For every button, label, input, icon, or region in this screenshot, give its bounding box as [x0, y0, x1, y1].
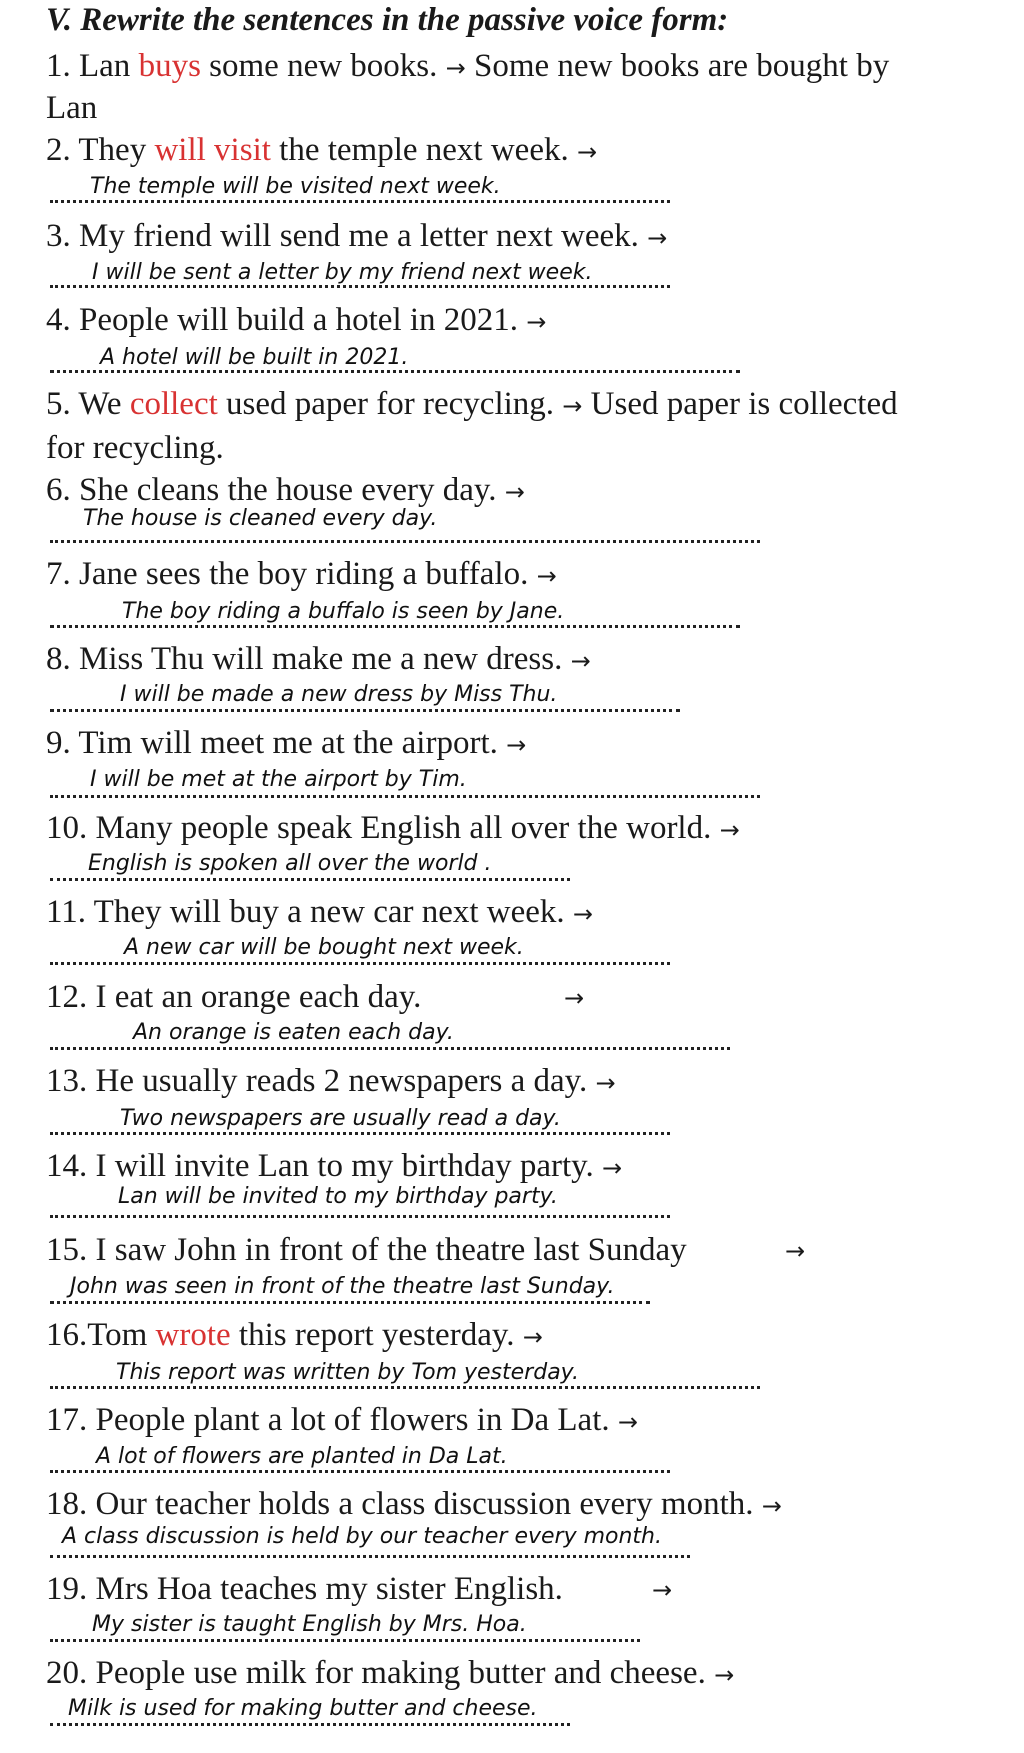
answer-19: My sister is taught English by Mrs. Hoa.: [92, 1612, 527, 1637]
question-20: 20. People use milk for making butter and cheese. →: [46, 1655, 735, 1691]
arrow-icon: →: [714, 1661, 735, 1689]
question-19: 19. Mrs Hoa teaches my sister English.: [46, 1571, 563, 1607]
answer-line: [50, 625, 740, 628]
arrow-icon: →: [652, 1576, 673, 1604]
question-15: 15. I saw John in front of the theatre last Sunday: [46, 1232, 687, 1268]
answer-line: [50, 878, 570, 881]
arrow-icon: →: [602, 1154, 623, 1182]
arrow-icon: →: [522, 1323, 543, 1351]
answer-16: This report was written by Tom yesterday.: [116, 1360, 579, 1385]
answer-line: [50, 795, 760, 798]
arrow-icon: →: [617, 1408, 638, 1436]
question-5: 5. We collect used paper for recycling. → Used paper is collected: [46, 386, 898, 422]
question-3: 3. My friend will send me a letter next week. →: [46, 218, 668, 254]
question-11: 11. They will buy a new car next week. →: [46, 894, 594, 930]
answer-line: [50, 962, 670, 965]
question-4: 4. People will build a hotel in 2021. →: [46, 302, 547, 338]
arrow-icon: →: [564, 984, 585, 1012]
answer-8: I will be made a new dress by Miss Thu.: [120, 682, 558, 707]
question-9: 9. Tim will meet me at the airport. →: [46, 725, 527, 761]
question-2: 2. They will visit the temple next week. →: [46, 132, 598, 168]
answer-12: An orange is eaten each day.: [133, 1020, 454, 1045]
answer-11: A new car will be bought next week.: [124, 935, 524, 960]
answer-line: [50, 1639, 640, 1642]
answer-7: The boy riding a buffalo is seen by Jane.: [122, 599, 565, 624]
question-10: 10. Many people speak English all over the world. →: [46, 810, 740, 846]
question-7: 7. Jane sees the boy riding a buffalo. →: [46, 556, 557, 592]
arrow-icon: →: [595, 1069, 616, 1097]
answer-line: [50, 1215, 670, 1218]
answer-line: [50, 709, 680, 712]
arrow-icon: →: [647, 224, 668, 252]
answer-20: Milk is used for making butter and cheese.: [68, 1696, 538, 1721]
arrow-icon: →: [785, 1237, 806, 1265]
answer-18: A class discussion is held by our teacher every month.: [62, 1524, 662, 1549]
answer-line: [50, 1723, 570, 1726]
answer-9: I will be met at the airport by Tim.: [90, 767, 467, 792]
question-8: 8. Miss Thu will make me a new dress. →: [46, 641, 591, 677]
answer-13: Two newspapers are usually read a day.: [120, 1106, 561, 1131]
question-14: 14. I will invite Lan to my birthday party. →: [46, 1148, 623, 1184]
arrow-icon: →: [445, 54, 466, 82]
answer-line: [50, 200, 670, 203]
question-6: 6. She cleans the house every day. →: [46, 472, 525, 508]
answer-14: Lan will be invited to my birthday party.: [118, 1184, 558, 1209]
answer-4: A hotel will be built in 2021.: [100, 345, 409, 370]
arrow-icon: →: [572, 900, 594, 928]
arrow-icon: →: [761, 1492, 782, 1520]
arrow-icon: →: [526, 308, 547, 336]
arrow-icon: →: [719, 816, 740, 844]
answer-15: John was seen in front of the theatre last Sunday.: [70, 1274, 615, 1299]
arrow-icon: →: [576, 138, 598, 166]
question-13: 13. He usually reads 2 newspapers a day. →: [46, 1063, 616, 1099]
answer-line: [50, 1132, 670, 1135]
answer-3: I will be sent a letter by my friend next week.: [92, 260, 593, 285]
answer-line: [50, 370, 740, 373]
arrow-icon: →: [570, 647, 591, 675]
question-16: 16.Tom wrote this report yesterday. →: [46, 1317, 543, 1353]
arrow-icon: →: [506, 731, 527, 759]
answer-6: The house is cleaned every day.: [83, 506, 438, 531]
question-1-continuation: Lan: [46, 90, 98, 126]
question-18: 18. Our teacher holds a class discussion every month. →: [46, 1486, 782, 1522]
answer-10: English is spoken all over the world .: [88, 851, 492, 876]
question-1: 1. Lan buys some new books. → Some new books are bought by: [46, 48, 890, 84]
answer-line: [50, 1555, 690, 1558]
arrow-icon: →: [562, 392, 583, 420]
question-5-continuation: for recycling.: [46, 430, 224, 466]
answer-17: A lot of flowers are planted in Da Lat.: [96, 1444, 508, 1469]
arrow-icon: →: [504, 478, 525, 506]
answer-line: [50, 1301, 650, 1304]
exercise-heading: V. Rewrite the sentences in the passive voice form:: [46, 2, 729, 38]
answer-line: [50, 1386, 760, 1389]
question-17: 17. People plant a lot of flowers in Da Lat. →: [46, 1402, 638, 1438]
arrow-icon: →: [536, 562, 557, 590]
question-12: 12. I eat an orange each day.: [46, 979, 422, 1015]
answer-2: The temple will be visited next week.: [90, 174, 501, 199]
answer-line: [50, 285, 670, 288]
answer-line: [50, 1047, 730, 1050]
answer-line: [50, 1470, 670, 1473]
answer-line: [50, 540, 760, 543]
